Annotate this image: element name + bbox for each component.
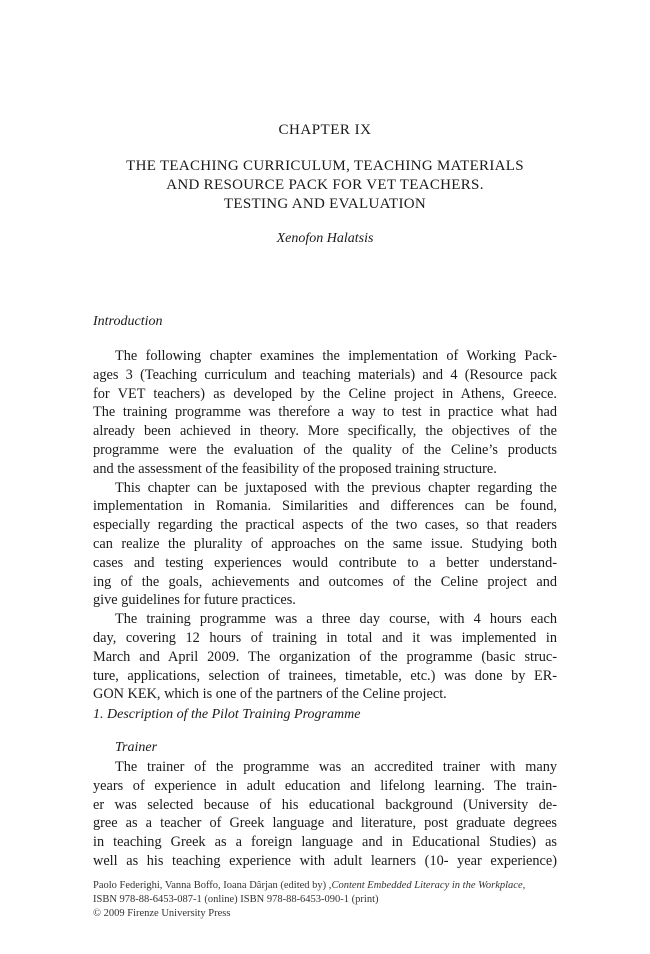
chapter-title-line: TESTING AND EVALUATION (223, 196, 427, 212)
isbn-line: ISBN 978-88-6453-087-1 (online) ISBN 978-88-6453-090-1 (print) (93, 894, 379, 905)
text-line: programme were the evaluation of the quality of the Celine’s products (93, 441, 557, 458)
text-line: and the assessment of the feasibility of the proposed training structure. (93, 460, 497, 477)
text-line: ing of the goals, achievements and outcomes of the Celine project and (93, 573, 557, 590)
text-line: well as his teaching experience with adult learners (10- year experience) (93, 852, 557, 869)
text-line: GON KEK, which is one of the partners of the Celine project. (93, 686, 447, 703)
copyright-footer (93, 879, 563, 921)
chapter-title (0, 157, 650, 214)
text-line: day, covering 12 hours of training in total and it was implemented in (93, 629, 557, 646)
citation-book-title: Content Embedded Literacy in the Workplace, (331, 880, 526, 891)
chapter-number: CHAPTER IX (278, 122, 372, 138)
text-line: The training programme was therefore a way to test in practice what had (93, 404, 557, 421)
chapter-author: Xenofon Halatsis (276, 231, 374, 246)
introduction-body (93, 347, 557, 704)
text-line: can realize the plurality of approaches on the same issue. Studying both (93, 535, 557, 552)
section-1-heading: 1. Description of the Pilot Training Programme (93, 707, 361, 722)
text-line: This chapter can be juxtaposed with the previous chapter regarding the (115, 479, 557, 496)
text-line: The trainer of the programme was an accredited trainer with many (115, 759, 557, 775)
text-line: The following chapter examines the implementation of Working Pack- (115, 348, 557, 364)
text-line: in teaching Greek as a foreign language and in Educational Studies) as (93, 834, 557, 851)
text-line: gree as a teacher of Greek language and literature, post graduate degrees (93, 815, 557, 832)
text-line: ages 3 (Teaching curriculum and teaching materials) and 4 (Resource pack (93, 366, 557, 383)
chapter-title-line: AND RESOURCE PACK FOR VET TEACHERS. (166, 177, 484, 193)
introduction-heading: Introduction (93, 314, 163, 329)
text-line: implementation in Romania. Similarities and differences can be found, (93, 498, 557, 515)
citation-line (93, 879, 563, 893)
copyright-line: © 2009 Firenze University Press (93, 908, 231, 919)
trainer-subheading: Trainer (115, 740, 158, 755)
chapter-title-line: THE TEACHING CURRICULUM, TEACHING MATERIALS (126, 158, 524, 174)
text-line: already been achieved in theory. More specifically, the objectives of the (93, 423, 557, 440)
text-line: ture, applications, selection of trainees, timetable, etc.) was done by ER- (93, 667, 557, 684)
text-line: The training programme was a three day course, with 4 hours each (115, 611, 557, 628)
text-line: years of experience in adult education and lifelong learning. The train- (93, 777, 557, 794)
text-line: March and April 2009. The organization of the programme (basic struc- (93, 648, 557, 665)
section-1-body (93, 758, 557, 871)
text-line: cases and testing experiences would contribute to a better understand- (93, 554, 557, 571)
text-line: er was selected because of his educational background (University de- (93, 796, 557, 813)
text-line: especially regarding the practical aspects of the two cases, so that readers (93, 517, 557, 534)
text-line: give guidelines for future practices. (93, 592, 296, 609)
citation-editors: Paolo Federighi, Vanna Boffo, Ioana Dârjan (edited by) , (93, 880, 332, 891)
text-line: for VET teachers) as developed by the Celine project in Athens, Greece. (93, 385, 557, 402)
